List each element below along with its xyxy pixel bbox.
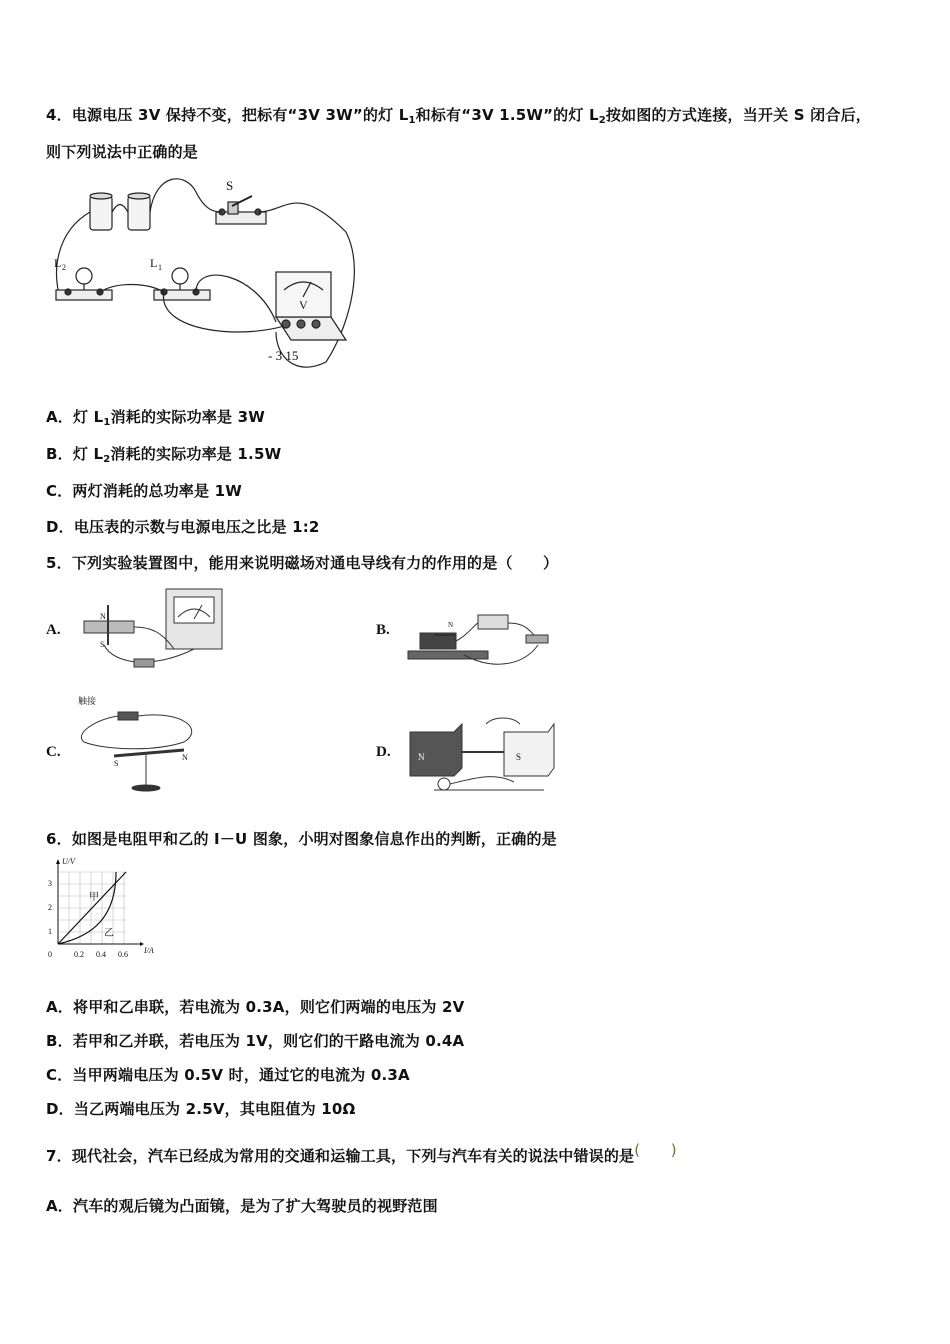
svg-text:2: 2	[48, 903, 52, 912]
svg-text:L: L	[54, 256, 62, 270]
svg-text:N: N	[100, 612, 106, 621]
svg-text:S: S	[114, 759, 119, 768]
q7-stem: 7．现代社会，汽车已经成为常用的交通和运输工具，下列与汽车有关的说法中错误的是( )	[46, 1141, 677, 1165]
svg-text:0.4: 0.4	[96, 950, 106, 959]
q4-circuit-figure	[46, 172, 356, 372]
q7-paren: ( )	[634, 1141, 677, 1159]
battery-cell-2	[128, 193, 150, 230]
svg-text:0: 0	[48, 950, 52, 959]
lamp-l1	[150, 256, 210, 300]
voltmeter-terminals: - 3 15	[268, 348, 299, 363]
lamp-l2	[54, 256, 112, 300]
q4-stem-line2: 则下列说法中正确的是	[46, 143, 199, 161]
q6-option-a: A．将甲和乙串联，若电流为 0.3A，则它们两端的电压为 2V	[46, 998, 465, 1016]
svg-text:V: V	[299, 298, 308, 312]
q4-option-d: D．电压表的示数与电源电压之比是 1:2	[46, 518, 320, 536]
svg-text:1: 1	[48, 927, 52, 936]
svg-text:3: 3	[48, 879, 52, 888]
q6-label-jia: 甲	[89, 892, 99, 903]
svg-text:N: N	[448, 621, 454, 629]
svg-text:1: 1	[158, 263, 162, 272]
q5-figure-c	[74, 690, 208, 794]
svg-text:L: L	[150, 256, 158, 270]
voltmeter	[268, 272, 346, 363]
switch-label: S	[226, 178, 234, 193]
q4-option-a: A．灯 $L_1$消耗的实际功率是 3W	[46, 408, 265, 428]
svg-text:N: N	[418, 752, 425, 762]
q5-figure-b	[404, 605, 556, 673]
svg-text:S: S	[100, 640, 105, 649]
q5-label-d: D.	[376, 744, 391, 760]
q6-option-c: C．当甲两端电压为 0.5V 时，通过它的电流为 0.3A	[46, 1066, 410, 1084]
q5-label-a: A.	[46, 622, 61, 638]
q5-label-b: B.	[376, 622, 390, 638]
q6-option-b: B．若甲和乙并联，若电压为 1V，则它们的干路电流为 0.4A	[46, 1032, 465, 1050]
q6-option-d: D．当乙两端电压为 2.5V，其电阻值为 10Ω	[46, 1100, 356, 1118]
battery-cell-1	[90, 193, 112, 230]
q6-xlabel: I/A	[144, 946, 154, 955]
q5-figure-a	[74, 585, 226, 673]
q5-c-caption: 触接	[78, 696, 97, 706]
q6-label-yi: 乙	[104, 928, 114, 939]
q5-label-c: C.	[46, 744, 61, 760]
q4-option-c: C．两灯消耗的总功率是 1W	[46, 482, 243, 500]
q5-stem: 5．下列实验装置图中，能用来说明磁场对通电导线有力的作用的是（ ）	[46, 554, 559, 572]
q6-stem: 6．如图是电阻甲和乙的 I－U 图象，小明对图象信息作出的判断，正确的是	[46, 830, 557, 848]
svg-text:0.6: 0.6	[118, 950, 128, 959]
q7-option-a: A．汽车的观后镜为凸面镜，是为了扩大驾驶员的视野范围	[46, 1197, 438, 1215]
q6-ylabel: U/V	[62, 857, 75, 866]
q4-option-b: B．灯 $L_2$消耗的实际功率是 1.5W	[46, 445, 282, 465]
svg-text:N: N	[182, 753, 188, 762]
svg-text:2: 2	[62, 263, 66, 272]
svg-text:S: S	[516, 752, 522, 762]
switch	[216, 178, 266, 224]
q4-stem-line1: 4．电源电压 3V 保持不变，把标有“3V 3W”的灯 $L_1$和标有“3V 1.5W”的灯 $L_2$按如图的方式连接，当开关 S 闭合后，	[46, 106, 871, 126]
q5-figure-d	[404, 712, 556, 796]
q6-iu-graph	[44, 856, 164, 962]
svg-text:0.2: 0.2	[74, 950, 84, 959]
